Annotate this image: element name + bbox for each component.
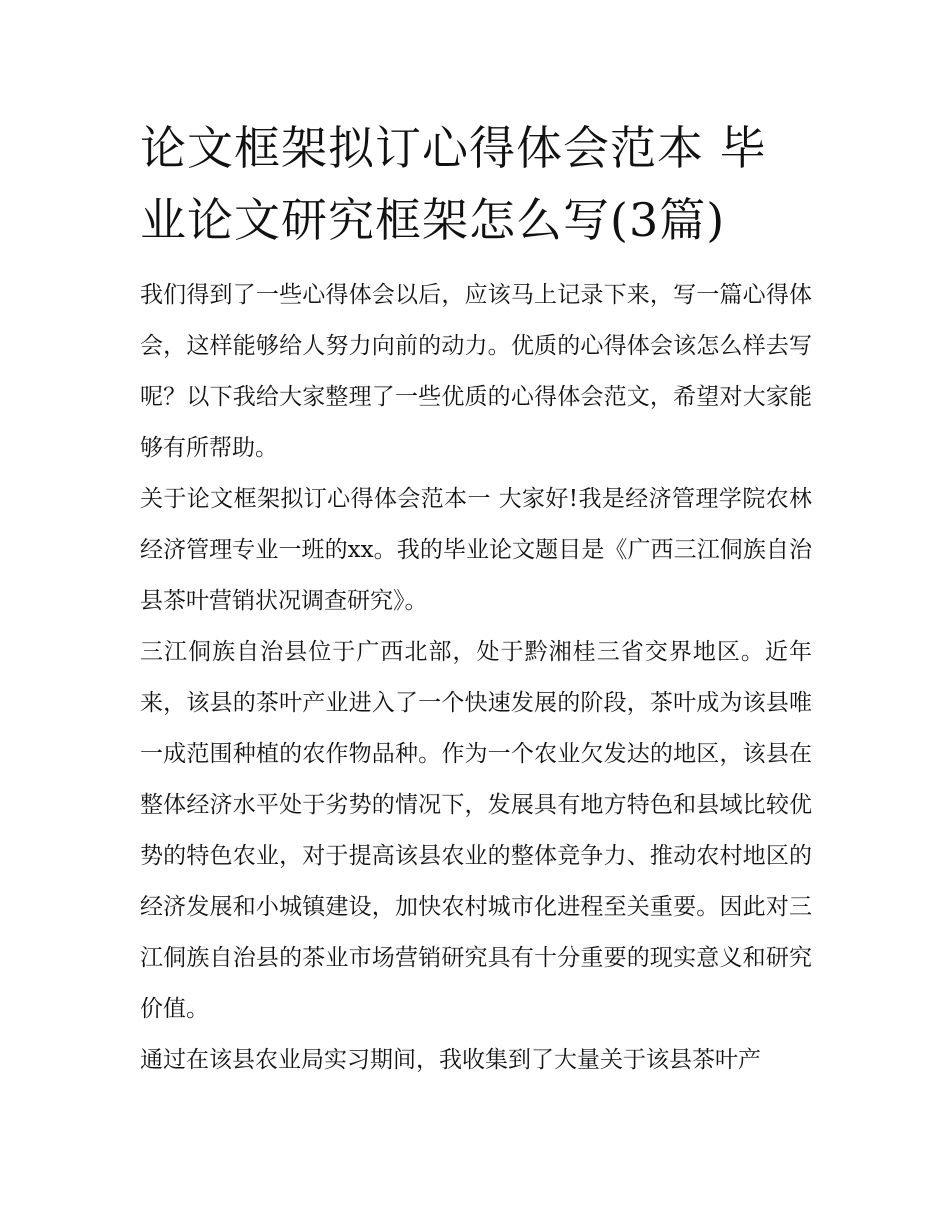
intro-paragraph: 我们得到了一些心得体会以后，应该马上记录下来，写一篇心得体会，这样能够给人努力向前的动力。优质的心得体会该怎么样去写呢？以下我给大家整理了一些优质的心得体会范文，希望对大家能够有所帮助。 — [140, 282, 812, 461]
document-title: 论文框架拟订心得体会范本 毕业论文研究框架怎么写(3篇) — [140, 121, 767, 247]
internship-paragraph: 通过在该县农业局实习期间，我收集到了大量关于该县茶叶产 — [140, 1047, 761, 1073]
speech-opening-paragraph: 关于论文框架拟订心得体会范本一 大家好!我是经济管理学院农林经济管理专业一班的xx。我的毕业论文题目是《广西三江侗族自治县茶叶营销状况调查研究》。 — [140, 486, 812, 614]
document-page — [140, 112, 812, 1086]
background-paragraph: 三江侗族自治县位于广西北部，处于黔湘桂三省交界地区。近年来，该县的茶叶产业进入了一个快速发展的阶段，茶叶成为该县唯一成范围种植的农作物品种。作为一个农业欠发达的地区，该县在整体经济水平处于劣势的情况下，发展具有地方特色和县域比较优势的特色农业，对于提高该县农业的整体竞争力、推动农村地区的经济发展和小城镇建设，加快农村城市化进程至关重要。因此对三江侗族自治县的茶业市场营销研究具有十分重要的现实意义和研究价值。 — [140, 639, 812, 1022]
